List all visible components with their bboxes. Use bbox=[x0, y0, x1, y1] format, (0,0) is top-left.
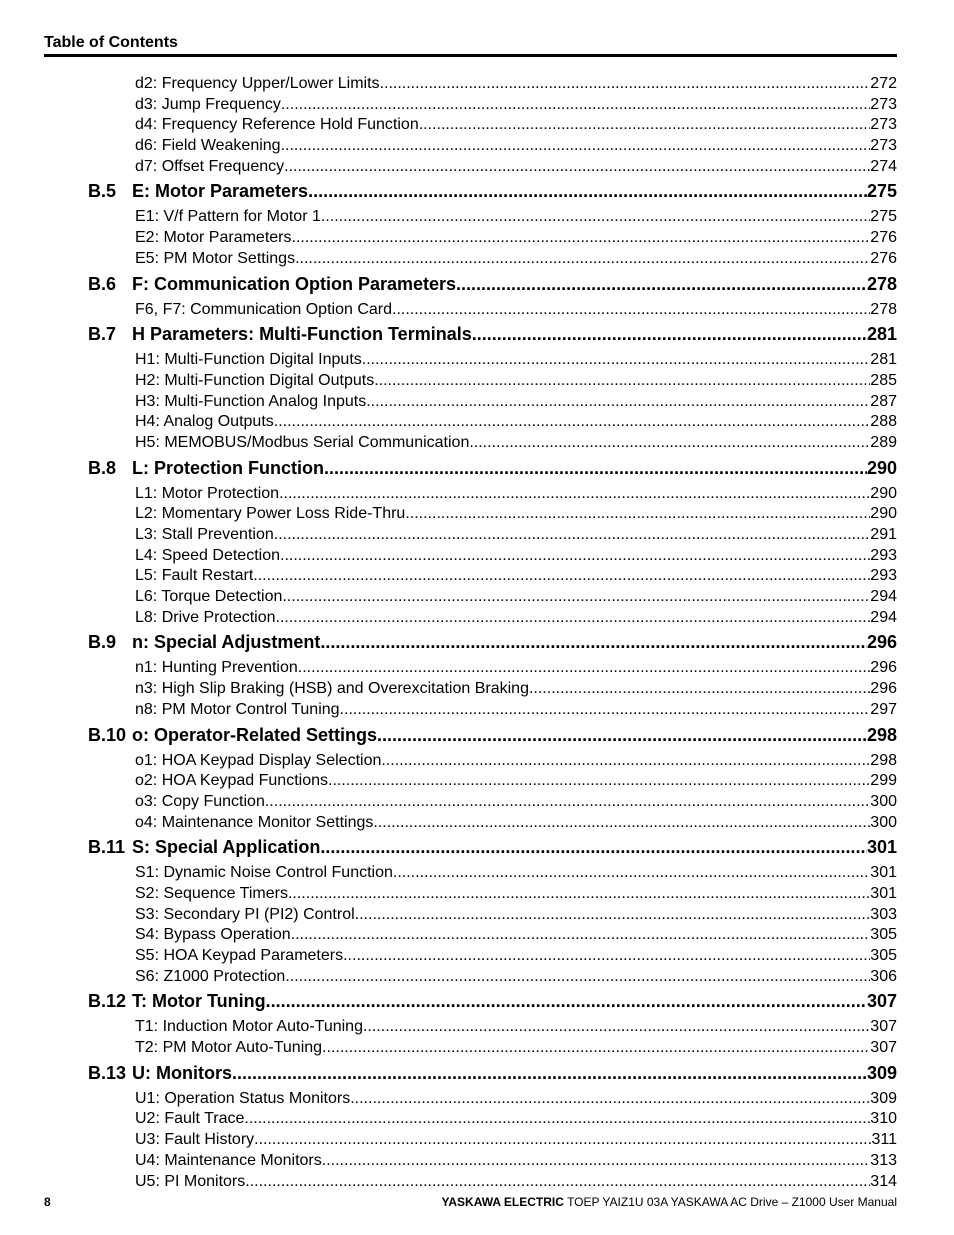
toc-subsection-entry[interactable] bbox=[135, 752, 897, 773]
toc-entry-label: H5: MEMOBUS/Modbus Serial Communication bbox=[135, 433, 470, 451]
toc-page-number: 291 bbox=[870, 526, 897, 543]
toc-entry-label: H Parameters: Multi-Function Terminals bbox=[132, 324, 472, 345]
toc-page-number: 307 bbox=[866, 991, 897, 1012]
toc-dot-leader bbox=[456, 274, 867, 295]
toc-section-entry[interactable] bbox=[88, 271, 897, 301]
toc-dot-leader bbox=[291, 926, 871, 944]
table-of-contents bbox=[44, 75, 897, 1193]
toc-section-number: B.9 bbox=[88, 632, 117, 653]
toc-page-number: 303 bbox=[870, 905, 897, 923]
toc-section-number: B.12 bbox=[88, 991, 127, 1012]
toc-dot-leader bbox=[366, 393, 870, 411]
toc-entry-label: S: Special Application bbox=[132, 837, 321, 858]
toc-subsection-entry[interactable] bbox=[135, 1090, 897, 1111]
toc-subsection-entry[interactable] bbox=[135, 301, 897, 322]
toc-subsection-entry[interactable] bbox=[135, 1039, 897, 1060]
toc-subsection-entry[interactable] bbox=[135, 1173, 897, 1194]
toc-entry-label: H1: Multi-Function Digital Inputs bbox=[135, 351, 362, 369]
toc-page-number: 293 bbox=[870, 546, 897, 564]
toc-page-number: 296 bbox=[866, 632, 897, 653]
toc-dot-leader bbox=[284, 158, 870, 176]
toc-page-number: 307 bbox=[870, 1018, 897, 1036]
toc-page-number: 300 bbox=[870, 792, 897, 810]
toc-entry-label: L: Protection Function bbox=[132, 457, 324, 478]
toc-entry-label: S5: HOA Keypad Parameters bbox=[135, 947, 344, 964]
toc-page-number: 310 bbox=[870, 1110, 897, 1128]
toc-dot-leader bbox=[363, 1018, 870, 1036]
toc-entry-label: S1: Dynamic Noise Control Function bbox=[135, 864, 393, 882]
toc-section-entry[interactable] bbox=[88, 455, 897, 485]
toc-entry-label: o: Operator-Related Settings bbox=[132, 724, 378, 745]
toc-page-number: 299 bbox=[870, 772, 897, 790]
toc-page-number: 293 bbox=[870, 567, 897, 585]
toc-subsection-entry[interactable] bbox=[135, 393, 897, 414]
toc-dot-leader bbox=[320, 837, 867, 858]
toc-entry-label: L5: Fault Restart bbox=[135, 567, 254, 585]
toc-dot-leader bbox=[373, 814, 870, 832]
header-rule bbox=[44, 54, 897, 57]
toc-subsection-entry[interactable] bbox=[135, 158, 897, 179]
toc-entry-label: E2: Motor Parameters bbox=[135, 229, 292, 247]
toc-dot-leader bbox=[322, 1152, 871, 1170]
toc-entry-label: S6: Z1000 Protection bbox=[135, 967, 286, 985]
toc-page-number: 287 bbox=[870, 392, 897, 410]
toc-subsection-entry[interactable] bbox=[135, 906, 897, 927]
toc-dot-leader bbox=[281, 96, 870, 114]
toc-subsection-entry[interactable] bbox=[135, 96, 897, 117]
toc-entry-label: o2: HOA Keypad Functions bbox=[135, 772, 328, 790]
toc-entry-label: E: Motor Parameters bbox=[132, 181, 309, 202]
toc-dot-leader bbox=[245, 1173, 870, 1191]
toc-subsection-entry[interactable] bbox=[135, 588, 897, 609]
toc-dot-leader bbox=[265, 793, 870, 811]
toc-page-number: 273 bbox=[870, 95, 897, 113]
toc-subsection-entry[interactable] bbox=[135, 1131, 897, 1152]
toc-page-number: 301 bbox=[870, 864, 897, 882]
toc-dot-leader bbox=[393, 864, 870, 882]
footer-page-number: 8 bbox=[44, 1195, 51, 1209]
toc-dot-leader bbox=[280, 547, 870, 565]
toc-page-number: 275 bbox=[870, 208, 897, 226]
toc-subsection-entry[interactable] bbox=[135, 413, 897, 434]
toc-entry-label: U3: Fault History bbox=[135, 1131, 255, 1149]
toc-subsection-entry[interactable] bbox=[135, 680, 897, 701]
toc-dot-leader bbox=[324, 458, 867, 479]
toc-entry-label: T: Motor Tuning bbox=[132, 991, 266, 1012]
toc-subsection-entry[interactable] bbox=[135, 75, 897, 96]
toc-page-number: 307 bbox=[870, 1039, 897, 1057]
toc-subsection-entry[interactable] bbox=[135, 814, 897, 835]
toc-section-number: B.6 bbox=[88, 273, 117, 294]
toc-section-entry[interactable] bbox=[88, 988, 897, 1018]
toc-section-entry[interactable] bbox=[88, 1060, 897, 1090]
toc-dot-leader bbox=[343, 947, 870, 965]
toc-subsection-entry[interactable] bbox=[135, 434, 897, 455]
toc-entry-label: F: Communication Option Parameters bbox=[132, 273, 457, 294]
toc-section-entry[interactable] bbox=[88, 629, 897, 659]
toc-dot-leader bbox=[282, 588, 870, 606]
toc-dot-leader bbox=[244, 1110, 870, 1128]
toc-page-number: 290 bbox=[866, 457, 897, 478]
toc-entry-label: n3: High Slip Braking (HSB) and Overexcitation Braking bbox=[135, 680, 529, 698]
toc-entry-label: S4: Bypass Operation bbox=[135, 926, 291, 944]
toc-entry-label: U5: PI Monitors bbox=[135, 1172, 246, 1190]
toc-page-number: 276 bbox=[870, 249, 897, 267]
toc-entry-label: o4: Maintenance Monitor Settings bbox=[135, 813, 374, 831]
toc-dot-leader bbox=[320, 632, 867, 653]
toc-subsection-entry[interactable] bbox=[135, 701, 897, 722]
toc-entry-label: U1: Operation Status Monitors bbox=[135, 1089, 351, 1107]
toc-dot-leader bbox=[253, 567, 870, 585]
toc-dot-leader bbox=[274, 413, 871, 431]
toc-page-number: 297 bbox=[870, 700, 897, 718]
toc-dot-leader bbox=[381, 752, 870, 770]
toc-entry-label: S3: Secondary PI (PI2) Control bbox=[135, 905, 355, 923]
toc-dot-leader bbox=[266, 991, 867, 1012]
toc-dot-leader bbox=[472, 324, 867, 345]
toc-entry-label: H3: Multi-Function Analog Inputs bbox=[135, 392, 367, 410]
toc-subsection-entry[interactable] bbox=[135, 926, 897, 947]
toc-subsection-entry[interactable] bbox=[135, 567, 897, 588]
toc-entry-label: F6, F7: Communication Option Card bbox=[135, 300, 392, 318]
toc-entry-label: U2: Fault Trace bbox=[135, 1110, 245, 1128]
toc-dot-leader bbox=[392, 301, 870, 319]
toc-entry-label: d7: Offset Frequency bbox=[135, 157, 285, 175]
toc-page-number: 289 bbox=[870, 433, 897, 451]
toc-entry-label: n1: Hunting Prevention bbox=[135, 659, 298, 677]
toc-dot-leader bbox=[321, 208, 870, 226]
toc-page-number: 285 bbox=[870, 371, 897, 389]
toc-dot-leader bbox=[292, 229, 871, 247]
toc-dot-leader bbox=[355, 906, 871, 924]
toc-subsection-entry[interactable] bbox=[135, 116, 897, 137]
toc-subsection-entry[interactable] bbox=[135, 609, 897, 630]
toc-dot-leader bbox=[298, 659, 871, 677]
toc-entry-label: d6: Field Weakening bbox=[135, 137, 281, 155]
toc-entry-label: S2: Sequence Timers bbox=[135, 884, 288, 902]
toc-entry-label: L1: Motor Protection bbox=[135, 484, 280, 502]
toc-dot-leader bbox=[232, 1063, 867, 1084]
toc-section-number: B.13 bbox=[88, 1062, 127, 1083]
toc-page-number: 278 bbox=[866, 273, 897, 294]
toc-page-number: 273 bbox=[870, 116, 897, 134]
toc-page-number: 294 bbox=[870, 608, 897, 626]
toc-subsection-entry[interactable] bbox=[135, 351, 897, 372]
toc-subsection-entry[interactable] bbox=[135, 1110, 897, 1131]
toc-entry-label: E1: V/f Pattern for Motor 1 bbox=[135, 208, 321, 226]
toc-dot-leader bbox=[419, 116, 871, 134]
toc-page-number: 296 bbox=[870, 659, 897, 677]
toc-page-number: 288 bbox=[870, 413, 897, 431]
toc-dot-leader bbox=[274, 526, 871, 544]
toc-page-number: 309 bbox=[870, 1089, 897, 1107]
toc-page-number: 309 bbox=[866, 1062, 897, 1083]
toc-subsection-entry[interactable] bbox=[135, 659, 897, 680]
footer-brand: YASKAWA ELECTRIC bbox=[441, 1195, 564, 1209]
toc-page-number: 281 bbox=[866, 324, 897, 345]
toc-dot-leader bbox=[254, 1131, 871, 1149]
page-header-title: Table of Contents bbox=[44, 34, 178, 51]
toc-page-number: 301 bbox=[866, 837, 897, 858]
toc-dot-leader bbox=[469, 434, 870, 452]
toc-dot-leader bbox=[328, 772, 870, 790]
toc-entry-label: d3: Jump Frequency bbox=[135, 95, 281, 113]
toc-subsection-entry[interactable] bbox=[135, 947, 897, 968]
toc-dot-leader bbox=[380, 75, 871, 93]
toc-subsection-entry[interactable] bbox=[135, 1152, 897, 1173]
toc-section-entry[interactable] bbox=[88, 834, 897, 864]
toc-dot-leader bbox=[529, 680, 870, 698]
toc-dot-leader bbox=[350, 1090, 870, 1108]
toc-subsection-entry[interactable] bbox=[135, 547, 897, 568]
toc-entry-label: H4: Analog Outputs bbox=[135, 413, 274, 431]
toc-entry-label: L8: Drive Protection bbox=[135, 608, 276, 626]
toc-page-number: 290 bbox=[870, 484, 897, 502]
toc-dot-leader bbox=[279, 485, 870, 503]
toc-section-number: B.5 bbox=[88, 181, 117, 202]
toc-entry-label: L4: Speed Detection bbox=[135, 546, 280, 564]
toc-page-number: 296 bbox=[870, 680, 897, 698]
toc-section-entry[interactable] bbox=[88, 722, 897, 752]
toc-page-number: 272 bbox=[870, 75, 897, 92]
toc-subsection-entry[interactable] bbox=[135, 793, 897, 814]
toc-entry-label: o3: Copy Function bbox=[135, 792, 265, 810]
toc-subsection-entry[interactable] bbox=[135, 864, 897, 885]
toc-page-number: 311 bbox=[871, 1131, 897, 1149]
toc-subsection-entry[interactable] bbox=[135, 372, 897, 393]
toc-subsection-entry[interactable] bbox=[135, 250, 897, 271]
toc-entry-label: H2: Multi-Function Digital Outputs bbox=[135, 371, 375, 389]
footer-document-info bbox=[441, 1195, 897, 1209]
footer-doc-title: TOEP YAIZ1U 03A YASKAWA AC Drive – Z1000 User Manual bbox=[567, 1195, 897, 1209]
toc-subsection-entry[interactable] bbox=[135, 968, 897, 989]
toc-dot-leader bbox=[285, 968, 870, 986]
toc-page-number: 301 bbox=[870, 884, 897, 902]
toc-page-number: 306 bbox=[870, 967, 897, 985]
toc-page-number: 298 bbox=[870, 751, 897, 769]
toc-section-number: B.10 bbox=[88, 724, 127, 745]
toc-dot-leader bbox=[295, 250, 870, 268]
toc-entry-label: L2: Momentary Power Loss Ride-Thru bbox=[135, 505, 406, 523]
toc-page-number: 275 bbox=[866, 181, 897, 202]
toc-subsection-entry[interactable] bbox=[135, 772, 897, 793]
toc-dot-leader bbox=[281, 137, 871, 155]
toc-entry-label: n8: PM Motor Control Tuning bbox=[135, 700, 340, 718]
toc-page-number: 274 bbox=[870, 157, 897, 175]
toc-dot-leader bbox=[362, 351, 871, 369]
toc-page-number: 281 bbox=[870, 351, 897, 369]
toc-page-number: 305 bbox=[870, 947, 897, 964]
toc-section-number: B.7 bbox=[88, 324, 117, 345]
toc-entry-label: L3: Stall Prevention bbox=[135, 526, 274, 543]
toc-subsection-entry[interactable] bbox=[135, 208, 897, 229]
toc-page-number: 278 bbox=[870, 300, 897, 318]
toc-entry-label: T1: Induction Motor Auto-Tuning bbox=[135, 1018, 363, 1036]
toc-page-number: 313 bbox=[870, 1151, 897, 1169]
toc-dot-leader bbox=[405, 505, 870, 523]
toc-entry-label: d4: Frequency Reference Hold Function bbox=[135, 116, 419, 134]
toc-dot-leader bbox=[288, 885, 870, 903]
toc-subsection-entry[interactable] bbox=[135, 137, 897, 158]
toc-page-number: 273 bbox=[870, 137, 897, 155]
toc-subsection-entry[interactable] bbox=[135, 1018, 897, 1039]
toc-section-number: B.11 bbox=[88, 837, 126, 858]
toc-entry-label: d2: Frequency Upper/Lower Limits bbox=[135, 75, 380, 92]
toc-dot-leader bbox=[322, 1039, 870, 1057]
toc-entry-label: o1: HOA Keypad Display Selection bbox=[135, 751, 382, 769]
toc-section-entry[interactable] bbox=[88, 321, 897, 351]
toc-entry-label: L6: Torque Detection bbox=[135, 588, 283, 606]
toc-page-number: 300 bbox=[870, 813, 897, 831]
toc-dot-leader bbox=[308, 181, 867, 202]
toc-entry-label: T2: PM Motor Auto-Tuning bbox=[135, 1039, 323, 1057]
toc-subsection-entry[interactable] bbox=[135, 229, 897, 250]
toc-entry-label: U4: Maintenance Monitors bbox=[135, 1151, 322, 1169]
toc-page-number: 314 bbox=[870, 1172, 897, 1190]
toc-page-number: 290 bbox=[870, 505, 897, 523]
toc-dot-leader bbox=[377, 725, 867, 746]
toc-subsection-entry[interactable] bbox=[135, 505, 897, 526]
toc-section-entry[interactable] bbox=[88, 178, 897, 208]
toc-page-number: 294 bbox=[870, 588, 897, 606]
toc-entry-label: n: Special Adjustment bbox=[132, 632, 321, 653]
toc-entry-label: U: Monitors bbox=[132, 1062, 232, 1083]
toc-subsection-entry[interactable] bbox=[135, 885, 897, 906]
toc-entry-label: E5: PM Motor Settings bbox=[135, 249, 296, 267]
toc-page-number: 305 bbox=[870, 926, 897, 944]
toc-section-number: B.8 bbox=[88, 457, 117, 478]
toc-subsection-entry[interactable] bbox=[135, 526, 897, 547]
toc-page-number: 298 bbox=[866, 724, 897, 745]
toc-dot-leader bbox=[276, 609, 871, 627]
toc-dot-leader bbox=[374, 372, 870, 390]
toc-subsection-entry[interactable] bbox=[135, 485, 897, 506]
toc-dot-leader bbox=[340, 701, 871, 719]
toc-page-number: 276 bbox=[870, 229, 897, 247]
